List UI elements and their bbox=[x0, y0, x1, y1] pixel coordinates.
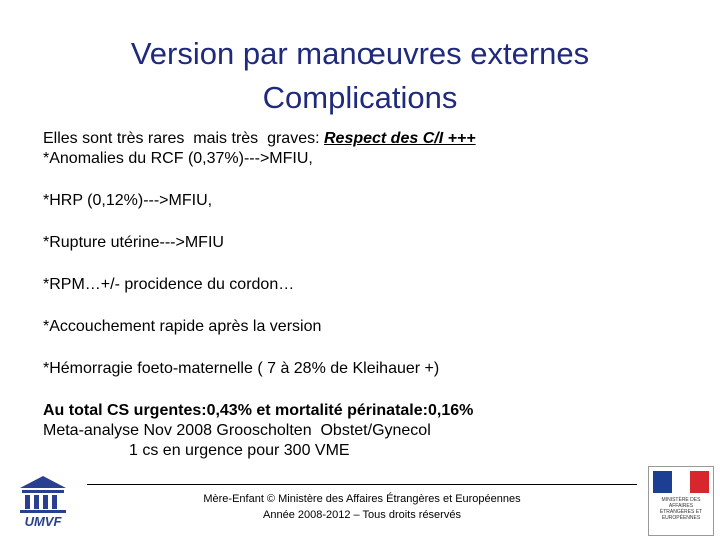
footer bbox=[87, 491, 637, 523]
intro-text: Elles sont très rares mais très graves: bbox=[43, 130, 324, 147]
complication-hemorragie: *Hémorragie foeto-maternelle ( 7 à 28% de Kleihauer +) bbox=[43, 360, 440, 377]
umvf-logo-text: UMVF bbox=[24, 514, 62, 529]
complication-accouchement: *Accouchement rapide après la version bbox=[43, 318, 322, 335]
meta-analysis-ref: Meta-analyse Nov 2008 Grooscholten Obstet/Gynecol bbox=[43, 422, 431, 439]
slide-title-line2: Complications bbox=[262, 80, 458, 115]
french-flag-icon bbox=[653, 471, 709, 493]
complication-rcf: *Anomalies du RCF (0,37%)--->MFIU, bbox=[43, 150, 313, 167]
umvf-logo bbox=[14, 474, 72, 530]
umvf-building-icon bbox=[14, 474, 72, 530]
intro-emphasis: Respect des C/I +++ bbox=[323, 130, 476, 147]
slide-body bbox=[43, 129, 683, 461]
republique-francaise-logo bbox=[648, 466, 714, 536]
slide-title-line1: Version par manœuvres externes bbox=[130, 36, 590, 71]
emergency-ratio: 1 cs en urgence pour 300 VME bbox=[129, 442, 350, 459]
footer-divider bbox=[87, 484, 637, 485]
footer-years: Année 2008-2012 – Tous droits réservés bbox=[263, 509, 461, 521]
complication-hrp: *HRP (0,12%)--->MFIU, bbox=[43, 192, 213, 209]
slide-title bbox=[0, 32, 720, 120]
complication-rupture: *Rupture utérine--->MFIU bbox=[43, 234, 224, 251]
complication-rpm: *RPM…+/- procidence du cordon… bbox=[43, 276, 295, 293]
ministry-logo-text: MINISTÈRE DES AFFAIRES ÉTRANGÈRES ET EUROPÉENNES bbox=[659, 497, 703, 521]
intro-line bbox=[43, 129, 683, 149]
footer-copyright: Mère-Enfant © Ministère des Affaires Étrangères et Européennes bbox=[203, 493, 521, 505]
total-summary: Au total CS urgentes:0,43% et mortalité périnatale:0,16% bbox=[43, 402, 474, 419]
